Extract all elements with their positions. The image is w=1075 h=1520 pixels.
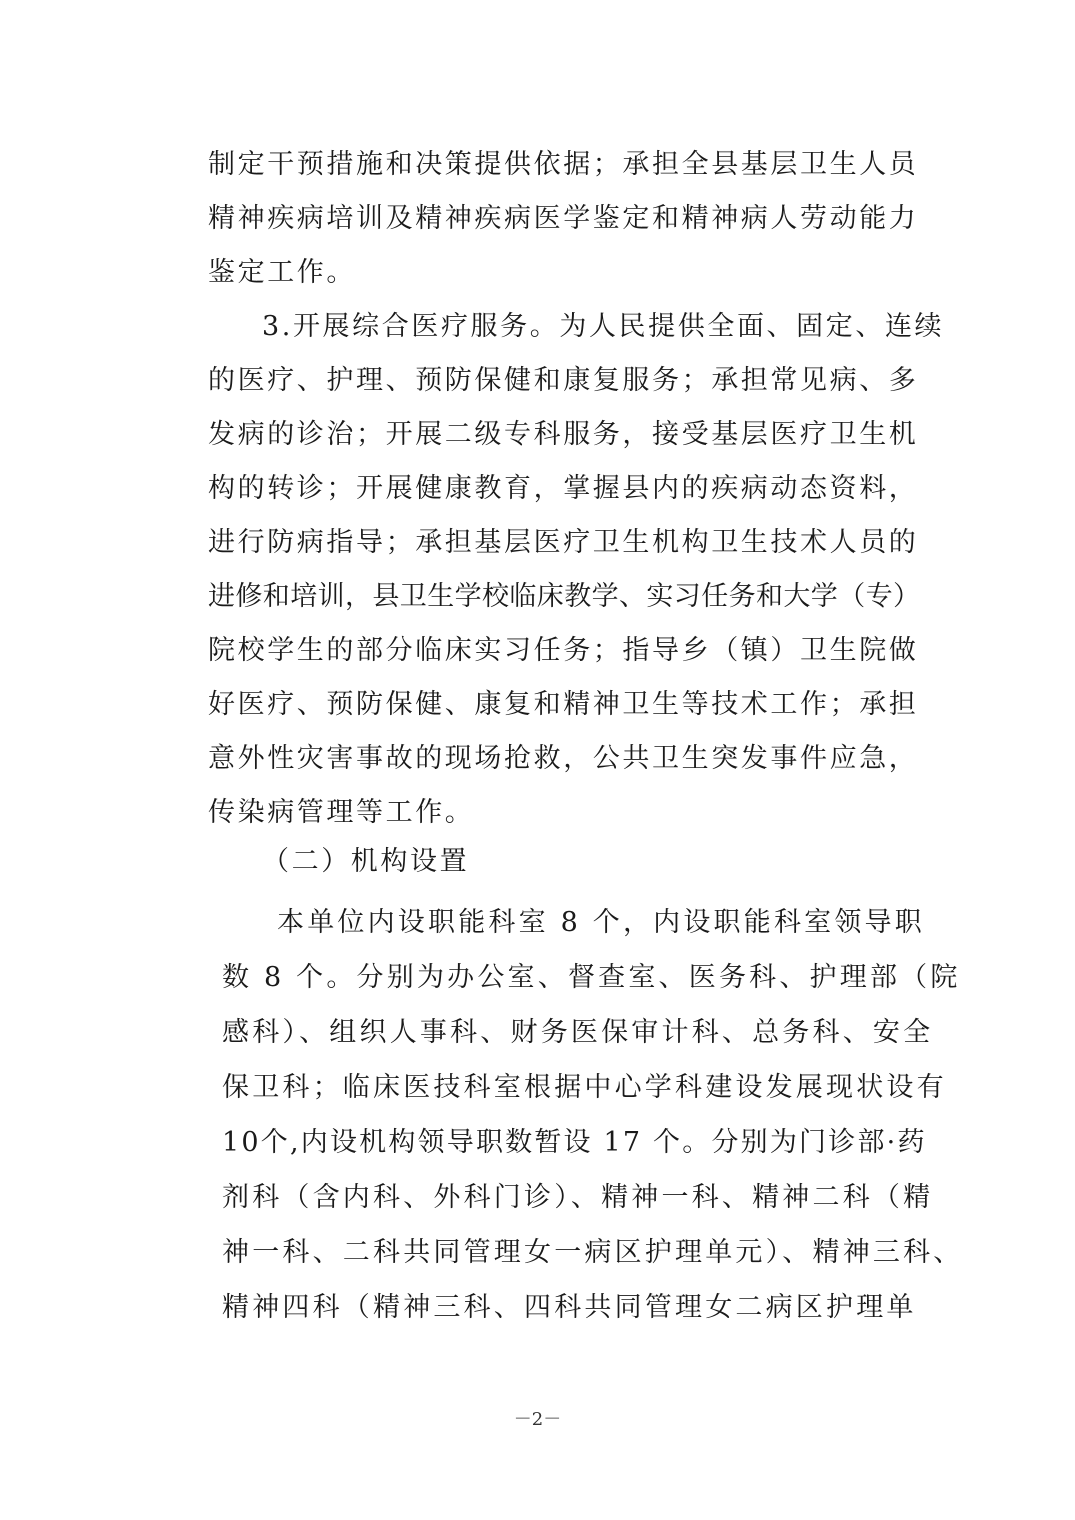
text-line: 神一科、二科共同管理女一病区护理单元）、精神三科、 — [222, 1237, 964, 1268]
section-heading: （二）机构设置 — [262, 846, 470, 877]
page-number: －2－ — [513, 1409, 562, 1430]
text-line: 鉴定工作。 — [208, 257, 356, 288]
text-line: 好医疗、预防保健、康复和精神卫生等技术工作；承担 — [208, 689, 919, 720]
text-line: 构的转诊；开展健康教育，掌握县内的疾病动态资料， — [208, 473, 919, 504]
text-line: 保卫科；临床医技科室根据中心学科建设发展现状设有 — [222, 1072, 947, 1103]
text-line: 发病的诊治；开展二级专科服务，接受基层医疗卫生机 — [208, 419, 919, 450]
text-line: 精神四科（精神三科、四科共同管理女二病区护理单 — [222, 1292, 917, 1323]
text-line: 本单位内设职能科室 8 个，内设职能科室领导职 — [277, 907, 925, 938]
text-line: 10个,内设机构领导职数暂设 17 个。分别为门诊部·药 — [222, 1127, 927, 1158]
text-line: 进修和培训，县卫生学校临床教学、实习任务和大学（专） — [208, 581, 921, 612]
text-line: 剂科（含内科、外科门诊）、精神一科、精神二科（精 — [222, 1182, 934, 1213]
text-line: 精神疾病培训及精神疾病医学鉴定和精神病人劳动能力 — [208, 203, 919, 234]
text-line: 意外性灾害事故的现场抢救，公共卫生突发事件应急， — [208, 743, 919, 774]
text-line: 院校学生的部分临床实习任务；指导乡（镇）卫生院做 — [208, 635, 919, 666]
text-line: 的医疗、护理、预防保健和康复服务；承担常见病、多 — [208, 365, 919, 396]
text-line: 制定干预措施和决策提供依据；承担全县基层卫生人员 — [208, 149, 919, 180]
text-line: 数 8 个。分别为办公室、督查室、医务科、护理部（院 — [222, 962, 961, 993]
text-line: 感科）、组织人事科、财务医保审计科、总务科、安全 — [222, 1017, 934, 1048]
text-line: 进行防病指导；承担基层医疗卫生机构卫生技术人员的 — [208, 527, 919, 558]
text-line: 3.开展综合医疗服务。为人民提供全面、固定、连续 — [262, 311, 945, 342]
text-line: 传染病管理等工作。 — [208, 797, 475, 828]
